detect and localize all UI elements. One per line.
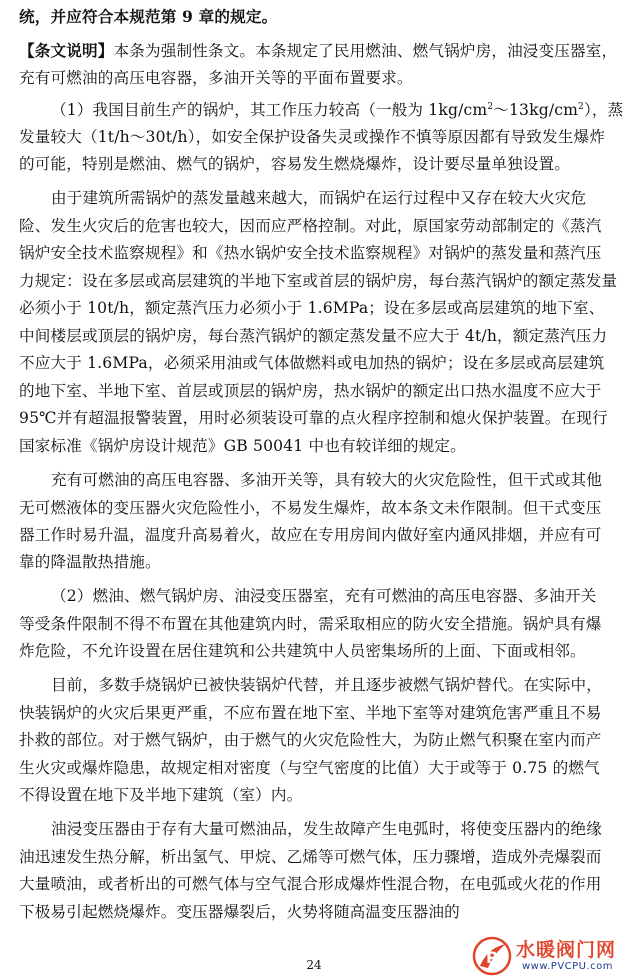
text-line-6: 由于建筑所需锅炉的蒸发量越来越大，而锅炉在运行过程中又存在较大火灾危 [51,189,587,207]
watermark-logo-letter: P [486,948,498,967]
watermark-logo-icon [472,936,512,976]
text-line-0: 统，并应符合本规范第 9 章的规定。 [19,7,278,26]
text-line-3-end: ），蒸 [583,101,624,119]
text-line-31: 下极易引起燃烧爆炸。变压器爆裂后，火势将随高温变压器油的 [19,903,460,921]
text-line-20: （2）燃油、燃气锅炉房、油浸变压器室，充有可燃油的高压电容器、多油开关 [51,587,597,605]
text-line-5: 的可能，特别是燃油、燃气的锅炉，容易发生燃烧爆炸，设计要尽量单独设置。 [19,155,571,173]
text-line-13: 的地下室、半地下室、首层或顶层的锅炉房，热水锅炉的额定出口热水温度不应大于 [19,382,602,400]
text-line-28: 油浸变压器由于存有大量可燃油品，发生故障产生电弧时，将使变压器内的绝缘 [51,820,603,838]
text-line-9: 力规定：设在多层或高层建筑的半地下室或首层的锅炉房，每台蒸汽锅炉的额定蒸发量 [19,272,618,290]
text-line-27: 不得设置在地下及半地下建筑（室）内。 [19,786,303,804]
text-line-26: 生火灾或爆炸隐患，故规定相对密度（与空气密度的比值）大于或等于 0.75 的燃气 [19,759,600,777]
text-line-23: 目前，多数手烧锅炉已被快装锅炉代替，并且逐步被燃气锅炉替代。在实际中， [51,676,603,694]
text-line-3 [51,99,624,121]
text-line-15: 国家标准《锅炉房设计规范》GB 50041 中也有较详细的规定。 [19,437,466,455]
text-line-30: 大量喷油，或者析出的可燃气体与空气混合形成爆炸性混合物，在电弧或火花的作用 [19,875,602,893]
text-line-18: 器工作时易升温，温度升高易着火，故应在专用房间内做好室内通风排烟，并应有可 [19,526,602,544]
text-line-1-body: 本条为强制性条文。本条规定了民用燃油、燃气锅炉房，油浸变压器室， [113,42,618,60]
superscript: 2 [578,101,584,112]
text-line-17: 无可燃液体的变压器火灾危险性小，不易发生爆炸，故本条文未作限制。但干式变压 [19,499,602,517]
text-line-16: 充有可燃油的高压电容器、多油开关等，具有较大的火灾危险性，但干式或其他 [51,471,603,489]
watermark-url: www.PVCPU.com [522,961,614,972]
text-line-11: 中间楼层或顶层的锅炉房，每台蒸汽锅炉的额定蒸发量不应大于 4t/h，额定蒸汽压力 [19,327,608,345]
text-line-29: 油迅速发生热分解，析出氢气、甲烷、乙烯等可燃气体，压力骤增，造成外壳爆裂而 [19,848,602,866]
article-note-tag: 【条文说明】 [19,41,114,60]
text-line-12: 不应大于 1.6MPa，必须采用油或气体做燃料或电加热的锅炉；设在多层或高层建筑 [19,354,605,372]
text-line-22: 炸危险，不允许设置在居住建筑和公共建筑中人员密集场所的上面、下面或相邻。 [19,642,586,660]
text-line-2: 充有可燃油的高压电容器，多油开关等的平面布置要求。 [19,69,413,87]
text-line-1 [19,40,618,62]
text-line-19: 靠的降温散热措施。 [19,553,161,571]
superscript: 2 [487,101,494,112]
text-line-25: 扑救的部位。对于燃气锅炉，由于燃气的火灾危险性大，为防止燃气积聚在室内而产 [19,731,602,749]
text-line-10: 必须小于 10t/h，额定蒸汽压力必须小于 1.6MPa；设在多层或高层建筑的地下室、 [19,299,605,317]
text-line-7: 险、发生火灾后的危害也较大，因而应严格控制。对此，原国家劳动部制定的《蒸汽 [19,217,602,235]
text-line-3-start: （1）我国目前生产的锅炉，其工作压力较高（一般为 1kg/cm [51,101,488,119]
watermark [472,934,624,978]
text-line-8: 锅炉安全技术监察规程》和《热水锅炉安全技术监察规程》对锅炉的蒸发量和蒸汽压 [19,244,602,262]
text-line-21: 等受条件限制不得不布置在其他建筑内时，需采取相应的防火安全措施。锅炉具有爆 [19,615,602,633]
text-line-4: 发量较大（1t/h～30t/h），如安全保护设备失灵或操作不慎等原因都有导致发生爆炸 [19,128,605,146]
watermark-title: 水暖阀门网 [516,939,617,961]
text-line-24: 快装锅炉的火灾后果更严重，不应布置在地下室、半地下室等对建筑危害严重且不易 [19,704,602,722]
text-line-14: 95℃并有超温报警装置，用时必须装设可靠的点火程序控制和熄火保护装置。在现行 [19,409,608,427]
text-line-3-mid: ～13kg/cm [493,101,579,119]
page-number: 24 [306,958,322,972]
